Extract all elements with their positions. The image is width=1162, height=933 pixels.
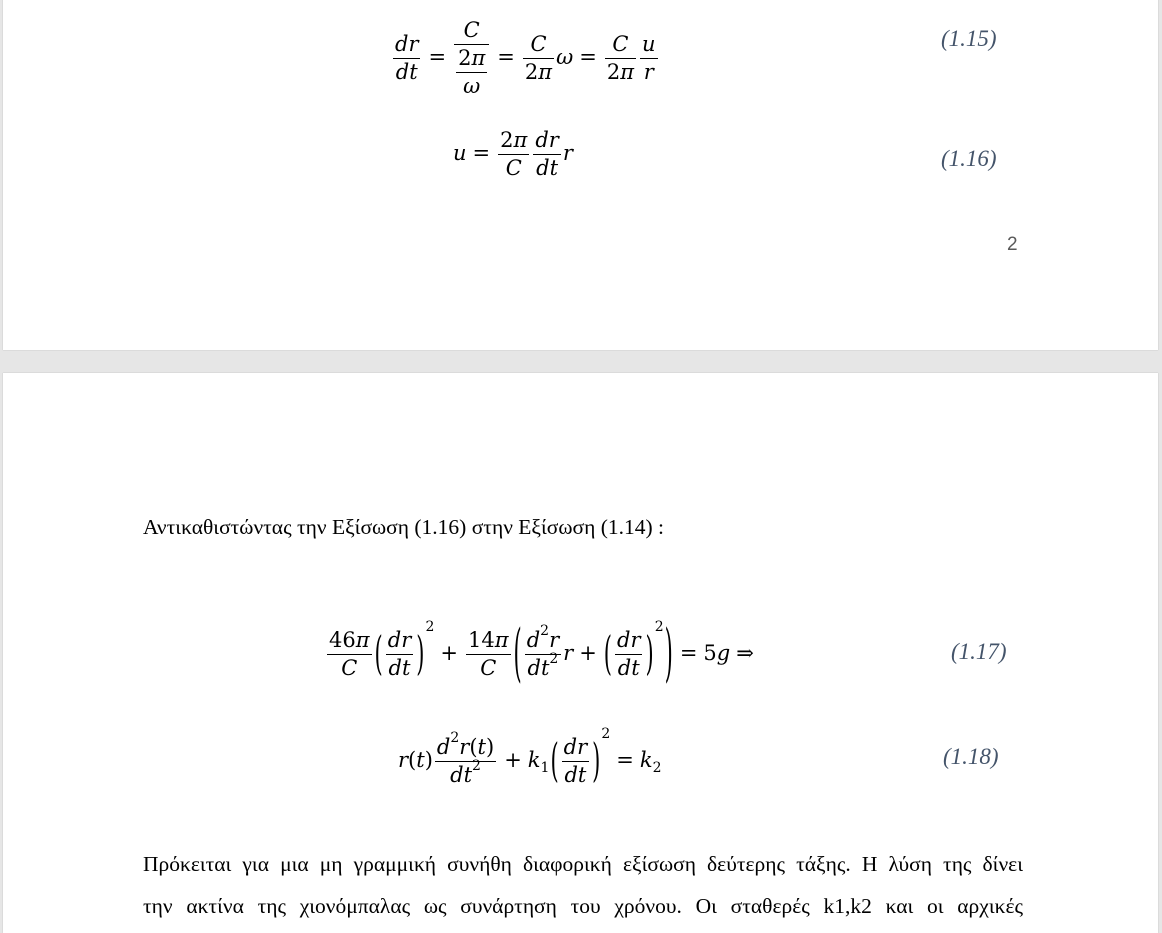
equation-1-17: $\frac{46\pi}{C}$ ( $\frac{dr}{dt}$ )$^2$+ $\frac{14\pi}{C}$ ( $\frac{d^2r}{dt^2}$ r + ( $\frac{dr}{dt}$ )$^2$) = 5g ⇒ [329,617,754,689]
equation-number-1-16: (1.16) [941,146,997,171]
equation-number-1-18: (1.18) [943,744,999,769]
document-page-1 [3,0,1158,350]
equation-number-1-15: (1.15) [941,26,997,51]
equation-1-15: $\frac{dr}{dt}$ = $\frac{C}{\frac{2\pi}{\omega}}$ = $\frac{C}{2\pi}$ ω = $\frac{C}{2\pi}$ $\frac{u}{r}$ [395,18,656,98]
paragraph-line-2: την ακτίνα της χιονόμπαλας ως συνάρτηση του χρόνου. Οι σταθερές k1,k2 και οι αρχικές [143,894,1023,918]
equation-number-1-17: (1.17) [951,639,1007,664]
page-number: 2 [1007,234,1018,255]
equation-1-16: u = $\frac{2\pi}{C}$ $\frac{dr}{dt}$ r [453,128,573,180]
body-paragraph [143,843,1023,927]
intro-sentence: Αντικαθιστώντας την Εξίσωση (1.16) στην Εξίσωση (1.14) : [143,515,665,539]
equation-1-18: r(t) $\frac{d^2r(t)}{dt^2}$ + $k_1$( $\frac{dr}{dt}$ )$^2= k_2$ [398,726,662,787]
document-page-2 [3,373,1158,933]
paragraph-line-1: Πρόκειται για μια μη γραμμική συνήθη διαφορική εξίσωση δεύτερης τάξης. Η λύση της δίνει [143,852,1023,876]
